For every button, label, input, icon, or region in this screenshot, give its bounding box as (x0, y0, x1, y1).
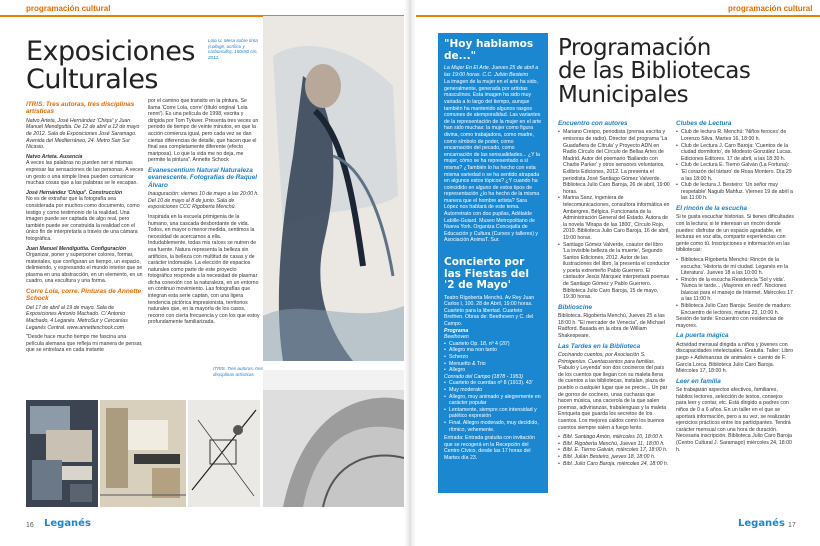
subhead-mendiguttia: Juan Manuel Mendiguttia. Configuración (26, 245, 127, 252)
list-item: • Club de Lectura E. Tierno Galván (La Fortuna): 'El corazón del tártaro' de Rosa Montero. Día 29 a las 18:00 h. (676, 162, 794, 182)
page-number: 16 (26, 522, 34, 529)
list-item: • Bibl. Julián Besteiro, jueves 18, 18:00 h. (558, 454, 670, 461)
heading-rincon: El rincón de la escucha (676, 204, 748, 212)
list-item: • Lentamente, siempre con intensidad y patético expresión (444, 407, 542, 420)
panel-concert-info: Teatro Rigoberta Menchú. Av Rey Juan Carlos I, 100. 28 de Abril, 19:00 horas. Cuarteto para la libertad. Cuarteto Brethen. Obras de: Beethoven y C. del Campo. (444, 294, 535, 328)
list-item: • Allegro (444, 367, 542, 374)
artwork-figure (263, 16, 404, 361)
subhead-chiqui: José Hernández 'Chiqui'. Construcción (26, 189, 123, 196)
title-line-1: Exposiciones (26, 36, 195, 67)
heading-biblioscine: Biblioscine (558, 303, 593, 311)
leganes-logo: Leganés (44, 518, 91, 529)
paragraph-rincon-tarde: Sesión de tarde: Encuentro con residencias de mayores. (676, 316, 784, 329)
list-item: • Menuetto & Trio (444, 361, 542, 368)
lola-info: Del 17 de abril al 19 de mayo. Sala de Exposiciones Antonio Machado. C/ Antonio Machado, 4 Leganés. MetroSur y Cercanías Leganés Central. www.annetteschock.com (26, 304, 128, 331)
list-item: • Bibl. E. Tierno Galván, miércoles 17, 18:00 h. (558, 447, 670, 454)
title-line-1: Programación (558, 35, 711, 61)
list-item: • Final. Allegro moderado, muy decidido, rítmico, vehemente. (444, 420, 542, 433)
subhead-cocinando: Cocinando cuentos, por Asociación S. Primigenius. Cuentacuentos para familias. (558, 352, 656, 365)
heading-lola: Corre Lola, corre. Pinturas de Annette Schock (26, 288, 142, 303)
list-item: • Club de lectura J. Besteiro: 'Un señor muy respetable' Naguib Mahfuz. Viernes 19 de abril a las 11:00 h. (676, 182, 794, 202)
page-title (558, 37, 750, 107)
list-item: • Bibl. Santiago Amón, miércoles 10, 18:00 h. (558, 434, 670, 441)
list-item: • Santiago Gómez Valverde, coautor del libro 'La invisible belleza de la muerte', Segundo Santos Ediciones, 2012. Autor de las ilustraciones del libro, la presenta el conductor y poeta extremeño Pablo Guerrero. El cantautor Jesús Márquez interpretará poemas de Santiago Gómez y Pablo Guerrero. Biblioteca Julio Caro Baroja, 15 de mayo, 19:30 horas. (558, 242, 670, 301)
panel-paragraph: La imagen de la mujer en el arte ha sido, generalmente, generada por artistas masculinos. Esta imagen ha sido muy variada a lo largo del tiempo, aunque también ha mantenido algunos rasgos comunes de atemporalidad. Las variantes de la representación de la mujer en el arte han sido muchas: la mujer como figura divina, como trabajadora, como madre, como símbolo de poder, como encarnación del pecado, como encarnación de las sensualidades... ¿Y la mujer, cómo se ha representado a sí misma? ¿También lo ha hecho con esta misma variedad o se ha sentido atrapada en algunos estos tópicos? ¿Y cuando ha coincidido en alguno de estos tipos de representación ¿lo ha hecho de la misma manera que el hombre artista? Sara López nos hablará de este tema. Autorretrato con dos pupilas, Adélaïde Labille-Guiard. Museo Metropolitano de Nueva York. Organiza Concejalía de Educación y Cultura (Cursos y talleres) y Asociación AnimaT. Sur. (444, 79, 542, 244)
list-item: • Marina Sanz, ingeniera de telecomunicaciones, consultora informática en Ambergres, Bélgica. Funcionaria de la Administración General del Estado. Autora de la novela 'Mirapa de las 1800', Círculo Rojo, 2010. Biblioteca Julio Caro Baroja, 16 de abril, 19:00 horas. (558, 195, 670, 241)
list-item: • Bibl. Rigoberta Menchú, Jueves 11, 18:00 h. (558, 441, 670, 448)
panel-entry: Entrada: Entrada gratuita con invitación que se recogerá en la Recepción del Centro Cívico, desde las 17 horas del Martes día 23. (444, 435, 535, 461)
itris-info: Natvo Arteta, José Hernández 'Chiqui' y Juan Manuel Mendiguttia. De 12 de abril a 12 de mayo de 2012. Sala de Exposiciones José Saramago. Avenida del Mediterráneo, 24. Metro San Sur Nicasio. (26, 117, 140, 151)
list-item: • Allegro, muy animado y alegremente en carácter popular (444, 394, 542, 407)
paragraph-rincon: Si te gusta escuchar historias. Si tienes dificultades con la lectura; si te interesan un rincón donde puedes: disfrutar de un espacio agradable, en lecturas en voz alta, compartir experiencias con gente como tú. Inscripciones e información en las bibliotecas: (676, 214, 794, 254)
panel-composer-2: Conrado del Campo (1878 - 1953) (444, 373, 524, 380)
list-item: • Mariano Crespo, periodista (prensa escrita y emisoras de radio). Director del programa 'La Guadañera de Cítrula' y Proyecto ADN en Radio Círculo del Círculo de Bellas Artes de Madrid. Autor del poemario 'Bailando con Charlie Parker' y otros sensores voluntarios, Exlibris Ediciones, 2012. La presenta el periodista José Santiago Gómez Valverde. Biblioteca Julio Caro Baroja, 26 de abril, 19:00 horas. (558, 129, 670, 195)
encuentro-list (558, 129, 670, 300)
page-number: 17 (788, 522, 796, 529)
panel-list-1 (444, 341, 542, 374)
artwork-abstract-2 (100, 400, 186, 507)
evanescentium-info: Inauguración: viernes 10 de mayo a las 20:00 h. Del 10 de mayo al 8 de junio. Sala de exposiciones CCC Rigoberta Menchú. (148, 191, 259, 211)
list-item: • Rincón de la escucha Residencia 'Sol y vida'. 'Nunca te tarde... ¡Mayores en red!'. Nociones básicas para el manejo de Internet. Miércoles 17 a las 11:00 h. (676, 277, 794, 303)
list-item: • Scherzo (444, 354, 542, 361)
list-item: • Bibl. Julio Caro Baroja, miércoles 24, 18:00 h. (558, 461, 670, 468)
paragraph-arteta: A veces las palabras no pueden ser si mismas expresar las sensaciones de las personas. A veces un gesto o una simple línea pueden comunicar muchas cosas que a las palabras se le escapan. (26, 160, 144, 187)
section-tag: programación cultural (26, 4, 111, 13)
section-tag: programación cultural (728, 4, 813, 13)
leganes-logo: Leganés (738, 518, 785, 529)
paragraph-puerta: Actividad mensual dirigida a niños y jóvenes con discapacidades intelectuales. Gratuita. Taller: Libro juego + Adivinanzas de animales + cuento de F. García Lorca. Biblioteca Julio Caro Baroja. Miércoles 17, 18:00 h. (676, 341, 793, 375)
title-line-2: Culturales (26, 63, 158, 95)
paragraph-mendiguttia: Organizar, poner y superponer colores, formar, materiales, que configuran un tiempo, un espacio, delimiendo, y expresando el mundo interior que se plasma en una abstracción, en un elemento, en un cuadro, una escultura y una forma. (26, 252, 143, 285)
heading-itris: ITRIS. Tres autoras, tres disciplinas artísticas (26, 101, 135, 116)
panel-title-hablamos: "Hoy hablamos de..." (444, 38, 534, 62)
list-item: • Biblioteca Rigoberta Menchú: Rincón de la escucha: 'Historia de mi ciudad. Leganés en la Literatura'. Jueves 18 a las 10:00 h. (676, 257, 794, 277)
tardes-list (558, 434, 670, 467)
list-item: • Club de Lectura J. Caro Baroja: 'Cuentos de la ciudad dormitorio', de Modesto González Lucas. Ediciones Editores. 17 de abril, a las 18:30 h. (676, 143, 794, 163)
list-item: • Cuarteto de cuerdas nº 8 (1913). 43' (444, 380, 542, 387)
artwork-abstract-3 (188, 400, 260, 507)
left-column-2 (148, 98, 260, 366)
panel-program-label: Programa (444, 327, 469, 334)
top-caption: Lola U. Mesa sobre tinta (collage, acrílico y carboncillo), 150x50 cm, 2012. (208, 38, 258, 60)
panel-title-concierto: Concierto por las Fiestas del '2 de Mayo' (444, 256, 529, 292)
panel-composer-1: Beethoven (444, 334, 469, 341)
heading-evanescentium: Evanescentium Natural Naturaleza evanescente. Fotografías de Raquel Álvaro (148, 166, 258, 189)
heading-tardes: Las Tardes en la Biblioteca (558, 342, 641, 350)
heading-encuentro: Encuentro con autores (558, 120, 628, 127)
list-item: • Cuarteto Op. 18, nº 4 (20') (444, 341, 542, 348)
page-title (26, 38, 195, 93)
left-column-1 (26, 98, 144, 366)
heading-puerta: La puerta mágica (676, 332, 729, 340)
title-line-2: de las Bibliotecas (558, 58, 751, 85)
list-item: • Muy moderato (444, 387, 542, 394)
paragraph-leer: Se trabajarán aspectos afectivos, familiares, hábitos lectores, selección de textos, consejos para leer y contar, etc. Está dirigido a padres con niños de 0 a 6 años. En un taller en el que se aportará información, pero a su vez, se realizarán ejercicios prácticos entre los participantes. Tendrá carácter mensual con una hora de duración. Necesaria inscripción. Biblioteca Julio Caro Baroja (Centro Cultural J. Saramago) miércoles 24, 18:00 h. (676, 387, 792, 453)
paragraph-cocinando: 'Fabulo y Leyenda' son dos cocineros del país de los cuentos que llegan con su maleta llena de cuentos a las bibliotecas, instalan, plaza de pueblo o cualquier lugar que se precie... Un par de gorros de cocinero, unas cucharas que hacen música, una cacerola de la que salen poemas, adivinanzas, trabalenguas y la maleta Enriqueta que guarda los secretos de los cuentos. Los mejores caldos como los buenos cuentos siempre salen a fuego lento. (558, 365, 668, 431)
right-column-b (676, 120, 794, 518)
section-bar (416, 15, 820, 17)
artwork-abstract-1 (26, 400, 98, 507)
paragraph-biblioscine: Biblioteca. Rigoberta Menchú, Jueves 25 a las 18:00 h. "El mercader de Venecia", de Michael Radford. Basada en la obra de William Shakespeare. (558, 313, 665, 340)
subhead-arteta: Natvo Arteta. Ausencia (26, 153, 83, 160)
panel-list-2 (444, 380, 542, 433)
title-line-3: Municipales (558, 81, 689, 108)
rincon-list (676, 257, 794, 316)
list-item: • Club de lectura R. Menchú: 'Niños feroces' de Lorenzo Silva. Martes 16, 18:00 h. (676, 129, 794, 142)
clubes-list (676, 129, 794, 202)
blue-panel (438, 33, 548, 493)
paragraph-evanescentium: Inspirada en la escuela primigenia de la humano, una cascada desbordante de vida. Todos, en mayor o menor medida, sentimos la necesidad de acercarnos a ella. Indudablemente, todas mis raíces se nutren de esa fuente. Natura representa la belleza sin artificios, la belleza con multitud de casas y de carácter indomable. La elección de espacios naturales como parte de este proyecto fotográfico responde a la necesidad de plasmar dicha conexión con la naturaleza, en un entorno en continuo movimiento. Las fotografías que integran esta serie captan, con una ligera tendencia pictórica impresionista, territorios naturales que, en la mayoría de los casos, recorro con cierta frecuencia y con los que estoy profundamente familiarizada. (148, 213, 260, 326)
bottom-caption: ITRIS. Tres autoras, tres disciplinas artísticas (213, 366, 263, 377)
paragraph-chiqui: No es de extrañar que la fotografía sea considerada por muchos como documento, como testigo y como testimonio de la realidad. Una imagen puede ser captada de algo real, pero también puede ser construida la realidad con el único fin de interpretarla a través de una cámara fotográfica. (26, 196, 140, 242)
paragraph-lola: "Desde hace mucho tiempo me fascina una película alemana que refleja mi manera de pensar, que se entrelaza en cada instante (26, 334, 143, 354)
heading-clubes: Clubes de Lectura (676, 120, 732, 127)
heading-leer: Leer en familia (676, 377, 721, 385)
list-item: • Allegro ma non tanto (444, 347, 542, 354)
paragraph-lola-cont: por el camino que transito en la pintura. Se llama 'Corre Lola, corre' (título original 'Lola rennt'). Es una película de 1998, escrita y dirigida por Tom Tykwer. Presenta tres veces un periodo de tiempo de veinte minutos, en que la acción comienza igual, pero cada vez se dan ciertas diferencias de detalle, que hacen que el final sea completamente diferente (efecto mariposa). Lo que la vida me no deja, me permite la pintura". Annette Schock (148, 98, 259, 164)
panel-intro: La Mujer En El Arte. Jueves 25 de abril a las 19:00 horas. C.C. Julián Besteiro (444, 65, 539, 78)
artwork-architecture (263, 370, 404, 507)
right-column-a (558, 120, 670, 518)
list-item: • Biblioteca Julio Caro Baroja: Sesión de maduro: Encuentro de lectores, martes 23, 10:00 h. (676, 303, 794, 316)
